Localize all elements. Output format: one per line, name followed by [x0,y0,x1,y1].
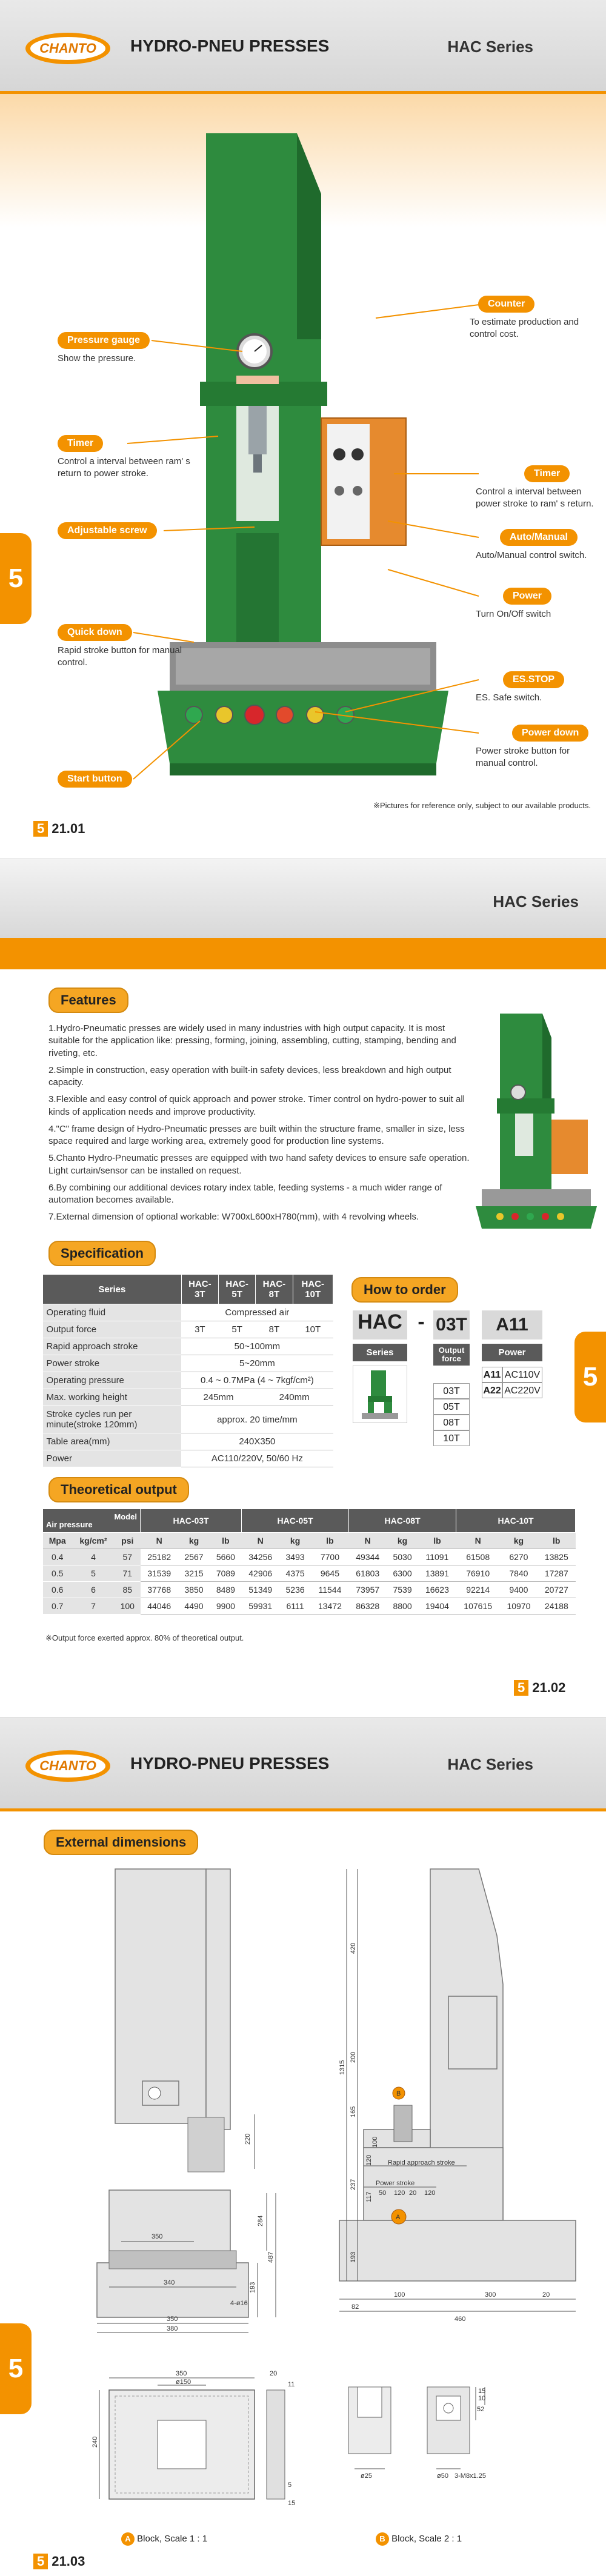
block-a-caption-text: Block, Scale 1 : 1 [137,2534,208,2544]
theo-corner-cell [43,1509,141,1533]
svg-text:11: 11 [288,2381,295,2388]
theo-cell: 3850 [178,1582,210,1598]
theo-unit-cell: kg [279,1533,311,1549]
block-a-drawing [91,2366,309,2523]
theo-unit-cell: kg/cm² [72,1533,115,1549]
theo-cell: 8800 [387,1598,418,1615]
theo-cell: 8489 [210,1582,241,1598]
svg-text:380: 380 [167,2325,178,2332]
spec-cell: 240mm [256,1389,333,1406]
theo-cell: 19404 [418,1598,456,1615]
theo-cell: 37768 [141,1582,178,1598]
theo-cell: 5660 [210,1549,241,1565]
power-option-value: AC110V [502,1367,542,1383]
theo-cell: 49344 [349,1549,387,1565]
page-number [33,821,85,837]
theo-cell: 3215 [178,1565,210,1582]
spec-title: Specification [48,1241,156,1266]
page-21-01 [0,0,606,858]
spec-cell: 5T [219,1321,256,1338]
theo-model-cell: HAC-03T [141,1509,242,1533]
callout-label: Counter [478,296,534,313]
svg-text:CHANTO: CHANTO [39,41,96,56]
theo-cell: 76910 [456,1565,500,1582]
spec-table-body [43,1304,333,1467]
theo-cell: 11544 [311,1582,348,1598]
spec-header-cell: HAC-8T [256,1275,293,1304]
callout-label: Auto/Manual [500,529,578,546]
callout-label: Power [503,588,551,605]
theo-unit-cell: lb [418,1533,456,1549]
spec-row [43,1321,333,1338]
theo-cell: 85 [115,1582,140,1598]
block-a-caption [121,2532,207,2546]
spec-row [43,1372,333,1389]
spec-cell: 245mm [181,1389,256,1406]
theo-cell: 2567 [178,1549,210,1565]
force-option: 03T [433,1383,470,1399]
theo-cell: 44046 [141,1598,178,1615]
theo-cell: 4 [72,1549,115,1565]
theo-cell: 7840 [500,1565,538,1582]
spec-row [43,1304,333,1321]
theo-cell: 7700 [311,1549,348,1565]
callout-desc: ES. Safe switch. [476,692,542,703]
callout-desc: Control a interval between power stroke to ram' s return. [476,486,594,509]
theo-cell: 11091 [418,1549,456,1565]
spec-row-label: Table area(mm) [43,1433,182,1450]
page-number-tab: 5 [514,1680,528,1696]
feature-item: 4."C" frame design of Hydro-Pneumatic presses are built within the structure frame, smaller in size, less space required and large working area, extremely good for production line systems. [48,1123,465,1146]
theo-unit-cell: kg [387,1533,418,1549]
series-code: HAC [353,1310,407,1339]
svg-text:120: 120 [394,2189,405,2197]
svg-text:300: 300 [485,2291,496,2299]
svg-text:240: 240 [92,2436,99,2448]
theo-cell: 13891 [418,1565,456,1582]
theo-cell: 9400 [500,1582,538,1598]
theo-unit-row [43,1533,576,1549]
theo-cell: 61508 [456,1549,500,1565]
chapter-tab: 5 [574,1332,606,1422]
svg-text:Power stroke: Power stroke [376,2180,415,2187]
spec-row-label: Stroke cycles run per minute(stroke 120mm) [43,1406,182,1433]
theo-cell: 0.6 [43,1582,72,1598]
force-code: 03T [433,1310,470,1339]
theo-cell: 17287 [538,1565,575,1582]
theo-row [43,1549,576,1565]
theo-unit-cell: kg [178,1533,210,1549]
page-number-tab: 5 [33,2554,48,2569]
spec-header-row [43,1275,333,1304]
spec-heading [48,1241,156,1266]
callout-label: Power down [512,725,588,742]
theo-cell: 10970 [500,1598,538,1615]
theo-unit-cell: lb [538,1533,575,1549]
svg-text:420: 420 [350,1942,357,1954]
press-machine-photo-small [476,1014,597,1232]
theo-cell: 6 [72,1582,115,1598]
chapter-tab: 5 [0,2323,32,2414]
theo-cell: 20727 [538,1582,575,1598]
spec-row-label: Operating fluid [43,1304,182,1321]
spec-row [43,1389,333,1406]
power-code: A11 [482,1310,542,1339]
theo-unit-cell: lb [311,1533,348,1549]
theo-unit-cell: N [242,1533,279,1549]
svg-text:20: 20 [409,2189,417,2197]
block-b-marker: B [376,2532,389,2546]
theo-table-body [43,1533,576,1615]
theo-cell: 107615 [456,1598,500,1615]
reference-note: ※Pictures for reference only, subject to our available products. [373,801,591,810]
theo-cell: 31539 [141,1565,178,1582]
feature-item: 7.External dimension of optional workable: W700xL600xH780(mm), with 4 revolving wheels. [48,1212,419,1223]
spec-row-label: Max. working height [43,1389,182,1406]
theo-unit-cell: lb [210,1533,241,1549]
force-label: Output force [433,1344,470,1366]
callout-desc: To estimate production and control cost. [470,317,579,339]
theo-cell: 5 [72,1565,115,1582]
callout-label: Timer [58,435,103,452]
feature-item: 2.Simple in construction, easy operation with built-in safety devices, less breakdown and high output capacity. [48,1064,451,1087]
theo-cell: 7539 [387,1582,418,1598]
svg-text:4-ø16: 4-ø16 [230,2300,248,2307]
theo-header-row [43,1509,576,1533]
theo-cell: 16623 [418,1582,456,1598]
theo-cell: 5236 [279,1582,311,1598]
page-number [33,2554,85,2569]
callout-desc: Auto/Manual control switch. [476,550,587,560]
theo-unit-cell: psi [115,1533,140,1549]
svg-text:193: 193 [249,2282,256,2293]
chapter-tab: 5 [0,533,32,624]
theo-unit-cell: N [349,1533,387,1549]
svg-text:CHANTO: CHANTO [39,1758,96,1773]
series-title: HAC Series [447,1755,533,1773]
callout-label: Quick down [58,624,132,641]
spec-row [43,1450,333,1467]
callout-label: Adjustable screw [58,522,157,539]
ext-dim-heading [44,1830,198,1855]
svg-text:100: 100 [394,2291,405,2299]
svg-text:350: 350 [176,2370,187,2377]
theo-cell: 86328 [349,1598,387,1615]
callout-label: Timer [524,465,570,482]
spec-cell: 0.4 ~ 0.7MPa (4 ~ 7kgf/cm²) [181,1372,333,1389]
theo-cell: 51349 [242,1582,279,1598]
theo-model-cell: HAC-05T [242,1509,349,1533]
page-header [0,859,606,938]
svg-text:82: 82 [351,2303,359,2311]
spec-row [43,1433,333,1450]
svg-text:50: 50 [379,2189,387,2197]
theo-cell: 0.4 [43,1549,72,1565]
theo-row [43,1598,576,1615]
theo-cell: 7089 [210,1565,241,1582]
svg-text:A: A [396,2214,401,2221]
front-view-drawing [85,1863,285,2335]
theo-cell: 9900 [210,1598,241,1615]
theo-cell: 4490 [178,1598,210,1615]
spec-row [43,1355,333,1372]
theo-unit-cell: N [456,1533,500,1549]
callout-label: Pressure gauge [58,332,150,349]
series-machine-thumbnail [353,1366,407,1423]
accent-line [0,1808,606,1811]
theo-cell: 59931 [242,1598,279,1615]
block-a-marker: A [121,2532,135,2546]
features-title: Features [48,988,128,1013]
theo-cell: 7 [72,1598,115,1615]
theo-unit-cell: kg [500,1533,538,1549]
svg-text:B: B [396,2090,401,2097]
svg-text:5: 5 [288,2481,292,2489]
svg-text:ø150: ø150 [176,2378,191,2386]
theo-cell: 4375 [279,1565,311,1582]
svg-text:3-M8x1.25: 3-M8x1.25 [454,2472,486,2480]
feature-item: 3.Flexible and easy control of quick approach and power stroke. Timer control on hydro-power to suit all kinds of application needs and improve productivity. [48,1094,465,1117]
series-title: HAC Series [493,892,579,911]
block-b-drawing [336,2369,494,2502]
page-21-02 [0,858,606,1717]
spec-header-cell: Series [43,1275,182,1304]
series-title: HAC Series [447,38,533,56]
svg-text:Rapid approach stroke: Rapid approach stroke [388,2159,455,2166]
page-title: HYDRO-PNEU PRESSES [130,1754,330,1773]
block-b-caption [376,2532,462,2546]
svg-text:284: 284 [257,2215,264,2226]
spec-header-cell: HAC-3T [181,1275,218,1304]
theo-unit-cell: N [141,1533,178,1549]
svg-text:15: 15 [478,2388,486,2395]
theo-corner-air: Air pressure [46,1520,93,1529]
theo-cell: 71 [115,1565,140,1582]
svg-text:20: 20 [542,2291,550,2299]
theo-cell: 92214 [456,1582,500,1598]
svg-text:120: 120 [365,2154,373,2166]
spec-row-label: Output force [43,1321,182,1338]
spec-cell: Compressed air [181,1304,333,1321]
page-header [0,1718,606,1808]
svg-text:ø50: ø50 [437,2472,448,2480]
force-option: 05T [433,1399,470,1415]
spec-row-label: Power stroke [43,1355,182,1372]
spec-row-label: Operating pressure [43,1372,182,1389]
page-number-tab: 5 [33,821,48,837]
code-dash: - [418,1310,425,1333]
page-number-value: 21.02 [532,1680,566,1695]
page-number-value: 21.01 [52,821,85,836]
block-b-caption-text: Block, Scale 2 : 1 [391,2534,462,2544]
svg-text:15: 15 [288,2500,296,2507]
callout-desc: Rapid stroke button for manual control. [58,645,182,668]
ext-dim-title: External dimensions [44,1830,198,1855]
svg-text:460: 460 [454,2315,466,2323]
page-number-value: 21.03 [52,2554,85,2569]
theo-title: Theoretical output [48,1477,189,1502]
svg-text:193: 193 [350,2251,357,2263]
feature-item: 5.Chanto Hydro-Pneumatic presses are equipped with two hand safety devices to ensure safe operation. Light curtain/sensor can be installed on request. [48,1153,470,1176]
theo-row [43,1565,576,1582]
theo-cell: 3493 [279,1549,311,1565]
theo-cell: 9645 [311,1565,348,1582]
theo-cell: 24188 [538,1598,575,1615]
svg-text:ø25: ø25 [361,2472,372,2480]
chanto-logo [24,1748,115,1784]
svg-text:340: 340 [164,2279,175,2286]
svg-text:350: 350 [167,2315,178,2323]
callout-label: ES.STOP [503,671,564,688]
svg-text:200: 200 [350,2051,357,2063]
theo-cell: 0.7 [43,1598,72,1615]
power-label: Power [482,1344,542,1361]
spec-header-cell: HAC-5T [219,1275,256,1304]
page-title: HYDRO-PNEU PRESSES [130,36,330,55]
theo-cell: 5030 [387,1549,418,1565]
theo-model-cell: HAC-10T [456,1509,576,1533]
callout-leader-lines [0,0,606,858]
theoretical-output-table [42,1509,576,1615]
force-option: 08T [433,1415,470,1430]
spec-cell: 10T [293,1321,333,1338]
spec-row-label: Power [43,1450,182,1467]
spec-cell: 8T [256,1321,293,1338]
theo-corner-model: Model [114,1512,138,1521]
theo-cell: 73957 [349,1582,387,1598]
theo-note: ※Output force exerted approx. 80% of theoretical output. [45,1633,244,1642]
theo-cell: 61803 [349,1565,387,1582]
theo-cell: 0.5 [43,1565,72,1582]
order-heading [351,1277,458,1303]
power-option-value: AC220V [502,1383,542,1398]
spec-header-cell: HAC-10T [293,1275,333,1304]
spec-row [43,1406,333,1433]
svg-text:20: 20 [270,2370,278,2377]
theo-cell: 13472 [311,1598,348,1615]
theo-heading [48,1477,189,1502]
force-option: 10T [433,1430,470,1446]
spec-cell: AC110/220V, 50/60 Hz [181,1450,333,1467]
power-option-code: A22 [482,1383,502,1398]
side-view-drawing [327,1863,588,2335]
page-number [514,1680,565,1696]
feature-item: 6.By combining our additional devices rotary index table, feeding systems - a much wider range of automation becomes available. [48,1182,442,1205]
theo-cell: 13825 [538,1549,575,1565]
svg-text:487: 487 [267,2251,275,2263]
page-21-03 [0,1717,606,2576]
theo-cell: 100 [115,1598,140,1615]
svg-text:120: 120 [424,2189,436,2197]
svg-text:100: 100 [371,2136,379,2148]
svg-text:237: 237 [350,2179,357,2190]
theo-cell: 42906 [242,1565,279,1582]
theo-cell: 6300 [387,1565,418,1582]
spec-cell: 240X350 [181,1433,333,1450]
spec-cell: 3T [181,1321,218,1338]
header-orange-bar [0,938,606,969]
power-option-code: A11 [482,1367,502,1383]
features-list [48,1023,473,1229]
svg-text:220: 220 [244,2133,251,2145]
theo-cell: 57 [115,1549,140,1565]
svg-text:10: 10 [478,2395,486,2402]
theo-cell: 6111 [279,1598,311,1615]
callout-desc: Show the pressure. [58,353,136,363]
callout-desc: Turn On/Off switch [476,609,551,619]
spec-row-label: Rapid approach stroke [43,1338,182,1355]
svg-text:1315: 1315 [339,2060,346,2075]
spec-cell: 50~100mm [181,1338,333,1355]
spec-cell: approx. 20 time/mm [181,1406,333,1433]
theo-unit-cell: Mpa [43,1533,72,1549]
series-label: Series [353,1344,407,1361]
svg-text:350: 350 [152,2233,163,2240]
svg-text:165: 165 [350,2106,357,2117]
features-heading [48,988,128,1013]
feature-item: 1.Hydro-Pneumatic presses are widely used in many industries with high output capacity. It is most suitable for the application like: pressing, forming, joining, assembling, cutting, stamping, bending and riveting, etc. [48,1023,456,1058]
spec-row [43,1338,333,1355]
callout-desc: Power stroke button for manual control. [476,746,570,768]
theo-row [43,1582,576,1598]
spec-table [42,1274,333,1467]
callout-label: Start button [58,771,132,788]
theo-cell: 34256 [242,1549,279,1565]
theo-cell: 25182 [141,1549,178,1565]
theo-model-cell: HAC-08T [349,1509,456,1533]
order-title: How to order [351,1277,458,1303]
svg-text:52: 52 [477,2406,485,2413]
spec-cell: 5~20mm [181,1355,333,1372]
callout-desc: Control a interval between ram' s return to power stroke. [58,456,190,479]
theo-cell: 6270 [500,1549,538,1565]
svg-text:117: 117 [365,2191,373,2202]
